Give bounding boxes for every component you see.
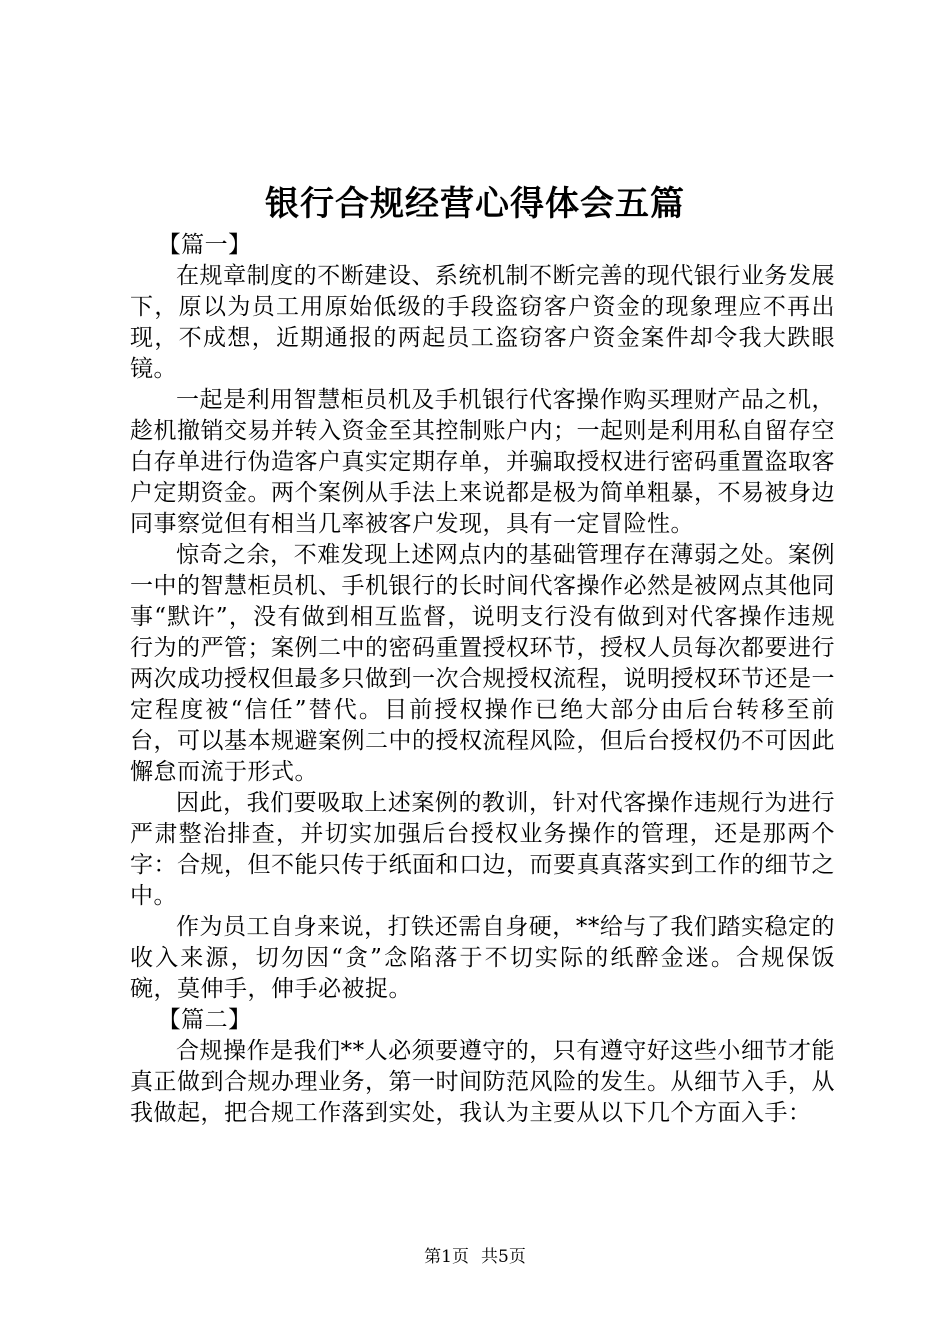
section-heading-2: 【篇二】 [157,1007,252,1033]
page-footer [0,1246,950,1268]
paragraph-2: 一起是利用智慧柜员机及手机银行代客操作购买理财产品之机，趁机撤销交易并转入资金至其控制账户内；一起则是利用私自留存空白存单进行伪造客户真实定期存单，并骗取授权进行密码重置盗取客户定期资金。两个案例从手法上来说都是极为简单粗暴，不易被身边同事察觉但有相当几率被客户发现，具有一定冒险性。 [130,387,835,537]
paragraph-1: 在规章制度的不断建设、系统机制不断完善的现代银行业务发展下，原以为员工用原始低级的手段盗窃客户资金的现象理应不再出现，不成想，近期通报的两起员工盗窃客户资金案件却令我大跌眼镜。 [130,263,835,382]
page-total: 共5页 [481,1247,526,1267]
section-heading-1: 【篇一】 [157,232,252,258]
page-number: 第1页 [424,1247,469,1267]
paragraph-3: 惊奇之余，不难发现上述网点内的基础管理存在薄弱之处。案例一中的智慧柜员机、手机银行的长时间代客操作必然是被网点其他同事“默许”，没有做到相互监督，说明支行没有做到对代客操作违规行为的严管；案例二中的密码重置授权环节，授权人员每次都要进行两次成功授权但最多只做到一次合规授权流程，说明授权环节还是一定程度被“信任”替代。目前授权操作已绝大部分由后台转移至前台，可以基本规避案例二中的授权流程风险，但后台授权仍不可因此懈怠而流于形式。 [130,542,835,785]
document-body [130,230,835,1129]
paragraph-4: 因此，我们要吸取上述案例的教训，针对代客操作违规行为进行严肃整治排查，并切实加强后台授权业务操作的管理，还是那两个字：合规，但不能只传于纸面和口边，而要真真落实到工作的细节之中。 [130,790,835,909]
paragraph-6: 合规操作是我们**人必须要遵守的，只有遵守好这些小细节才能真正做到合规办理业务，第一时间防范风险的发生。从细节入手，从我做起，把合规工作落到实处，我认为主要从以下几个方面入手： [130,1038,835,1126]
document-title: 银行合规经营心得体会五篇 [265,184,685,224]
paragraph-5: 作为员工自身来说，打铁还需自身硬，**给与了我们踏实稳定的收入来源，切勿因“贪”念陷落于不切实际的纸醉金迷。合规保饭碗，莫伸手，伸手必被捉。 [130,914,835,1002]
